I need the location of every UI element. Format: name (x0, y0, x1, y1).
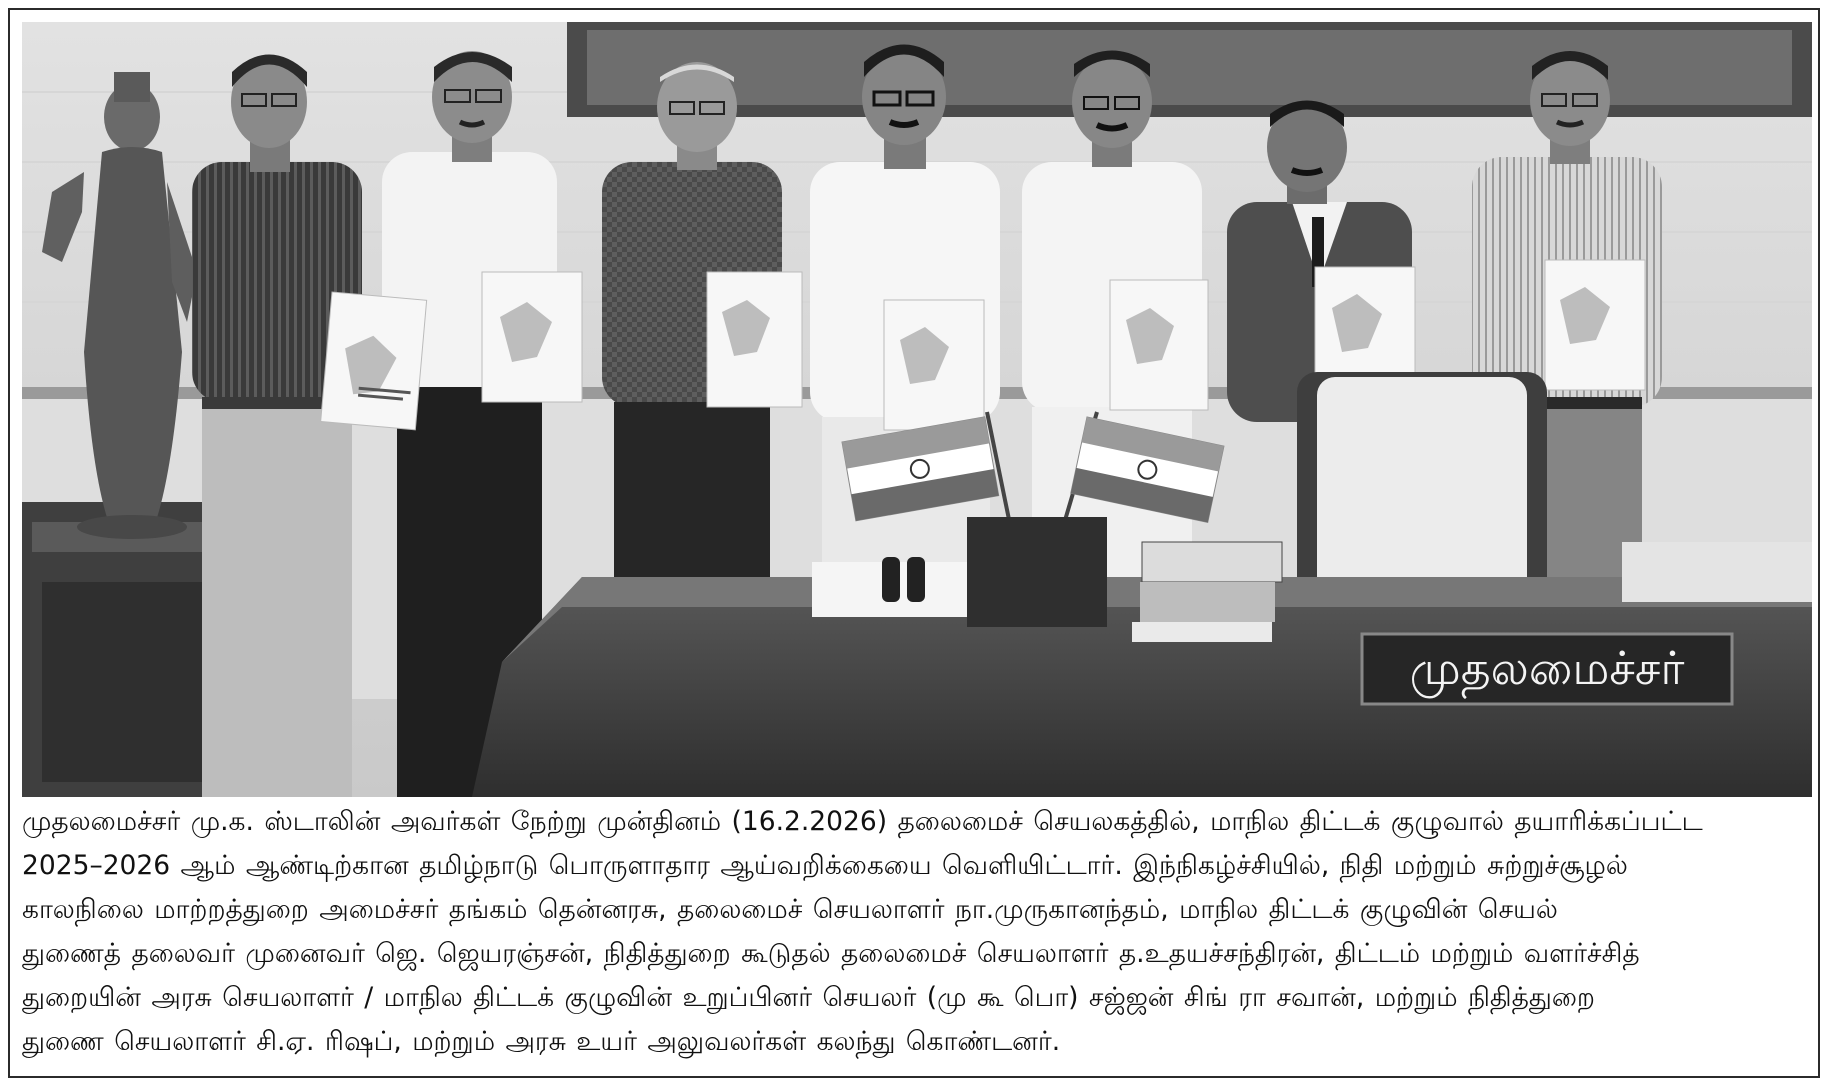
caption-line-3: காலநிலை மாற்றத்துறை அமைச்சர் தங்கம் தென்னரசு, தலைமைச் செயலாளர் நா.முருகானந்தம், மாநில திட்டக் குழுவின் செயல் (22, 894, 1558, 925)
nameplate-text: முதலமைச்சர் (1409, 641, 1685, 695)
caption-line-6: துணை செயலாளர் சி.ஏ. ரிஷப், மற்றும் அரசு உயர் அலுவலர்கள் கலந்து கொண்டனர். (22, 1026, 1061, 1057)
caption-line-1: முதலமைச்சர் மு.க. ஸ்டாலின் அவர்கள் நேற்று முன்தினம் (16.2.2026) தலைமைச் செயலகத்தில், மாநில திட்டக் குழுவால் தயாரிக்கப்பட்ட (22, 806, 1703, 837)
news-photo (22, 22, 1812, 797)
caption-line-4: துணைத் தலைவர் முனைவர் ஜெ. ஜெயரஞ்சன், நிதித்துறை கூடுதல் தலைமைச் செயலாளர் த.உதயச்சந்திரன், திட்டம் மற்றும் வளர்ச்சித் (22, 938, 1640, 969)
caption-line-2: 2025–2026 ஆம் ஆண்டிற்கான தமிழ்நாடு பொருளாதார ஆய்வறிக்கையை வெளியிட்டார். இந்நிகழ்ச்சியில், நிதி மற்றும் சுற்றுச்சூழல் (22, 850, 1628, 881)
photo-caption (18, 800, 1814, 1070)
chair (1297, 372, 1547, 607)
desk-nameplate (1362, 634, 1732, 704)
photo-illustration (22, 22, 1812, 797)
person-1 (192, 55, 362, 798)
caption-line-5: துறையின் அரசு செயலாளர் / மாநில திட்டக் குழுவின் உறுப்பினர் செயலர் (மு கூ பொ) சஜ்ஜன் சிங் ரா சவான், மற்றும் நிதித்துறை (22, 982, 1595, 1013)
